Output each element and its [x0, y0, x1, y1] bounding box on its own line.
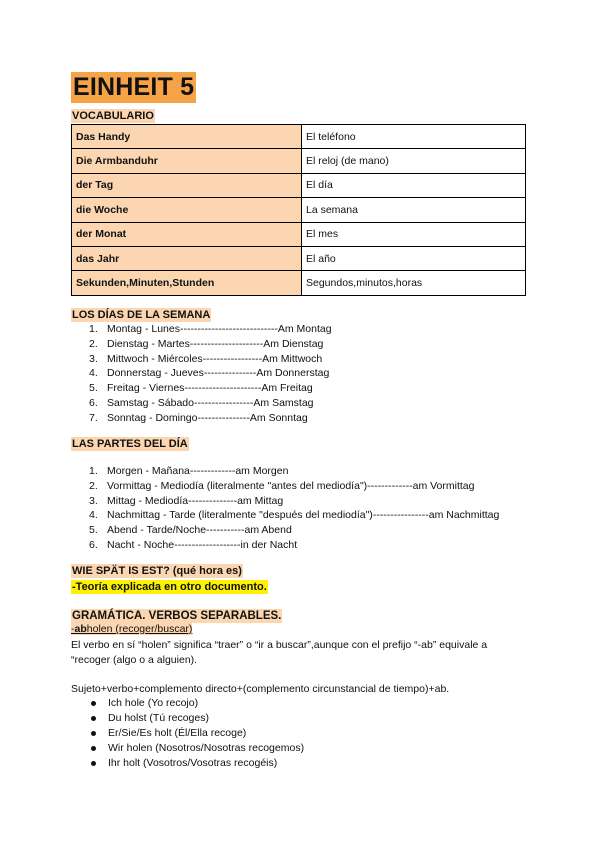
table-row	[72, 222, 526, 246]
grammar-formula: Sujeto+verbo+complemento directo+(complemento circunstancial de tiempo)+ab.	[71, 683, 450, 695]
days-heading: LOS DÍAS DE LA SEMANA	[72, 309, 211, 321]
time-note: -Teoría explicada en otro documento.	[72, 581, 267, 593]
grammar-paragraph-line-2: “recoger (algo o a alguien).	[71, 654, 198, 666]
german-word: der Tag	[72, 173, 302, 197]
list-item: Ihr holt (Vosotros/Vosotras recogéis)	[71, 756, 304, 771]
vocab-heading: VOCABULARIO	[72, 110, 154, 122]
table-row	[72, 125, 526, 149]
bullet-icon	[91, 761, 96, 766]
bullet-icon	[91, 746, 96, 751]
german-word: das Jahr	[72, 246, 302, 270]
list-item: Er/Sie/Es holt (Él/Ella recoge)	[71, 726, 304, 741]
german-word: Das Handy	[72, 125, 302, 149]
grammar-paragraph-line-1: El verbo en sí “holen” significa “traer” o “ir a buscar”,aunque con el prefijo “-ab” equivale a	[71, 639, 488, 651]
parts-list	[71, 464, 499, 553]
german-word: Sekunden,Minuten,Stunden	[72, 271, 302, 295]
list-item: 3. Mittwoch - Miércoles-----------------Am Mittwoch	[89, 352, 323, 365]
spanish-word: El mes	[302, 222, 526, 246]
bullet-icon	[91, 716, 96, 721]
table-row	[72, 173, 526, 197]
spanish-word: Segundos,minutos,horas	[302, 271, 526, 295]
list-item: 2. Dienstag - Martes---------------------Am Dienstag	[89, 337, 324, 350]
bullet-icon	[91, 701, 96, 706]
spanish-word: El teléfono	[302, 125, 526, 149]
list-item: 4. Nachmittag - Tarde (literalmente "después del mediodía")----------------am Nachmittag	[89, 509, 500, 522]
spanish-word: El año	[302, 246, 526, 270]
grammar-heading: GRAMÁTICA. VERBOS SEPARABLES.	[72, 610, 282, 622]
document-title: EINHEIT 5	[73, 73, 195, 101]
list-item: Du holst (Tú recoges)	[71, 711, 304, 726]
vocab-table	[71, 124, 526, 296]
list-item: 5. Freitag - Viernes----------------------Am Freitag	[89, 382, 313, 395]
spanish-word: El reloj (de mano)	[302, 149, 526, 173]
list-item: 5. Abend - Tarde/Noche-----------am Abend	[89, 524, 292, 537]
list-item: 1. Montag - Lunes----------------------------Am Montag	[89, 323, 332, 335]
list-item: 7. Sonntag - Domingo---------------Am Sonntag	[89, 411, 308, 424]
list-item: 3. Mittag - Mediodía--------------am Mittag	[89, 494, 284, 507]
list-item: 6. Samstag - Sábado-----------------Am Samstag	[89, 396, 314, 409]
table-row	[72, 246, 526, 270]
list-item: 2. Vormittag - Mediodía (literalmente "antes del mediodía")-------------am Vormittag	[89, 479, 475, 492]
list-item: 1. Morgen - Mañana-------------am Morgen	[89, 465, 289, 477]
grammar-subheading: -abholen (recoger/buscar)	[71, 623, 193, 635]
list-item: Wir holen (Nosotros/Nosotras recogemos)	[71, 741, 304, 756]
list-item: 6. Nacht - Noche-------------------in der Nacht	[89, 538, 298, 551]
time-heading: WIE SPÄT IS EST? (qué hora es)	[72, 565, 242, 577]
spanish-word: La semana	[302, 198, 526, 222]
table-row	[72, 198, 526, 222]
bullet-icon	[91, 731, 96, 736]
spanish-word: El día	[302, 173, 526, 197]
list-item: 4. Donnerstag - Jueves---------------Am Donnerstag	[89, 367, 330, 380]
german-word: Die Armbanduhr	[72, 149, 302, 173]
german-word: der Monat	[72, 222, 302, 246]
table-row	[72, 271, 526, 295]
table-row	[72, 149, 526, 173]
days-list	[71, 322, 332, 426]
list-item: Ich hole (Yo recojo)	[71, 696, 304, 711]
german-word: die Woche	[72, 198, 302, 222]
parts-heading: LAS PARTES DEL DÍA	[72, 438, 188, 450]
conjugation-list	[71, 696, 304, 771]
